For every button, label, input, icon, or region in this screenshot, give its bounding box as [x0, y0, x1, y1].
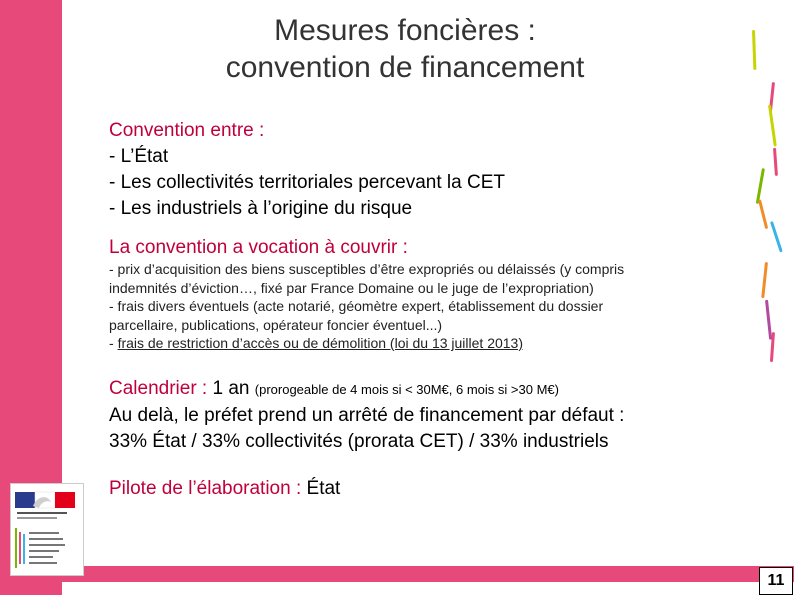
- vocation-block: [109, 236, 624, 353]
- slide-title: [150, 12, 660, 86]
- pilote-block: [109, 476, 340, 502]
- calendrier-line-3: 33% État / 33% collectivités (prorata CET) / 33% industriels: [109, 431, 609, 452]
- convention-item: - Les collectivités territoriales percevant la CET: [109, 172, 505, 193]
- vocation-line: - frais divers éventuels (acte notarié, géomètre expert, établissement du dossier: [109, 298, 604, 314]
- vocation-line: - prix d’acquisition des biens susceptibles d’être expropriés ou délaissés (y compris: [109, 261, 625, 277]
- vocation-list: [109, 260, 624, 353]
- calendrier-label: Calendrier :: [109, 378, 208, 399]
- stripe-10: [770, 332, 775, 362]
- vocation-heading: La convention a vocation à couvrir :: [109, 237, 408, 258]
- calendrier-block: [109, 376, 759, 455]
- stripe-1: [752, 30, 756, 70]
- convention-item: - L’État: [109, 146, 169, 167]
- stripe-8: [761, 262, 768, 298]
- calendrier-line-1: [109, 376, 759, 403]
- pilote-value: État: [301, 478, 341, 499]
- title-line-2: convention de financement: [225, 51, 585, 84]
- page-number: 11: [759, 567, 793, 595]
- stripe-6: [758, 199, 768, 229]
- stripe-3: [768, 105, 777, 147]
- stripe-4: [773, 148, 778, 176]
- ministry-logo-icon: [15, 528, 65, 568]
- vocation-line: parcellaire, publications, opérateur foncier éventuel...): [109, 316, 443, 333]
- vocation-line: indemnités d’éviction…, fixé par France Domaine ou le juge de l’expropriation): [109, 279, 594, 296]
- calendrier-value: 1 an: [207, 378, 255, 399]
- ministry-logo: [10, 483, 84, 576]
- pink-bottom-band: [0, 566, 794, 582]
- pilote-label: Pilote de l’élaboration :: [109, 478, 302, 499]
- vocation-prefix: -: [109, 335, 118, 351]
- vocation-line-underlined-row: [109, 334, 624, 353]
- stripe-7: [770, 221, 783, 252]
- convention-block: [109, 118, 505, 222]
- convention-item: - Les industriels à l’origine du risque: [109, 198, 413, 219]
- convention-heading: Convention entre :: [109, 120, 265, 141]
- title-line-1: Mesures foncières :: [274, 14, 536, 47]
- calendrier-note: (prorogeable de 4 mois si < 30M€, 6 mois si >30 M€): [254, 382, 559, 397]
- vocation-underlined-text: frais de restriction d’accès ou de démolition (loi du 13 juillet 2013): [117, 335, 524, 351]
- marianne-logo-icon: [11, 484, 83, 575]
- calendrier-line-2: Au delà, le préfet prend un arrêté de financement par défaut :: [109, 405, 625, 426]
